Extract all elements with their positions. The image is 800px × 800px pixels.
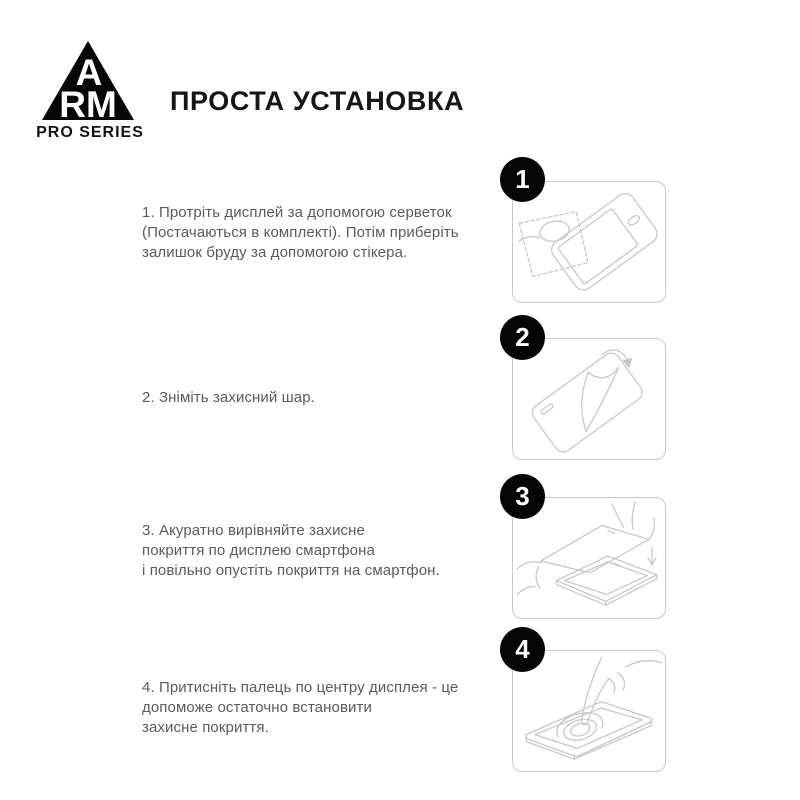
peel-flap [586, 368, 618, 432]
step-3-line: і повільно опустіть покриття на смартфон. [142, 562, 440, 579]
arrowhead [622, 358, 632, 369]
page-title: ПРОСТА УСТАНОВКА [170, 86, 465, 116]
step-4-illustration-frame [512, 650, 666, 772]
peel-layer-illustration [513, 339, 665, 459]
step-3-line: 3. Акуратно вирівняйте захисне [142, 522, 365, 539]
step-3-text [142, 521, 522, 581]
fingertip [538, 218, 571, 243]
wrist-line [625, 661, 661, 667]
step-1-line: 1. Протріть дисплей за допомогою серветок [142, 204, 452, 221]
step-1-text [142, 203, 522, 263]
step-2-number-badge: 2 [500, 315, 545, 360]
step-3-illustration-frame [512, 497, 666, 619]
step-3-line: покриття по дисплею смартфона [142, 542, 375, 559]
logo-letter-a: A [75, 52, 103, 93]
wipe-phone-illustration [513, 182, 665, 302]
step-4-line: допоможе остаточно встановити [142, 699, 372, 716]
step-1-number-badge: 1 [500, 157, 545, 202]
arm-pro-series-logo [35, 32, 145, 144]
step-2-text [142, 388, 522, 408]
logo-letters-rm: RM [59, 84, 117, 125]
align-protector-illustration [513, 498, 665, 618]
step-4-line: захисне покриття. [142, 719, 269, 736]
step-1-line: залишок бруду за допомогою стікера. [142, 244, 408, 261]
step-1-line: (Постачаються в комплекті). Потім приберіть [142, 224, 459, 241]
press-finger-illustration [513, 651, 665, 771]
step-4-line: 4. Притисніть палець по центру дисплея - це [142, 679, 459, 696]
step-4-text [142, 678, 522, 738]
step-1-illustration-frame [512, 181, 666, 303]
logo-subtitle: PRO SERIES [36, 124, 144, 141]
step-4-number-badge: 4 [500, 627, 545, 672]
step-2-illustration-frame [512, 338, 666, 460]
step-3-number-badge: 3 [500, 474, 545, 519]
step-2-line: 2. Зніміть захисний шар. [142, 389, 315, 406]
fold-line [582, 372, 588, 431]
